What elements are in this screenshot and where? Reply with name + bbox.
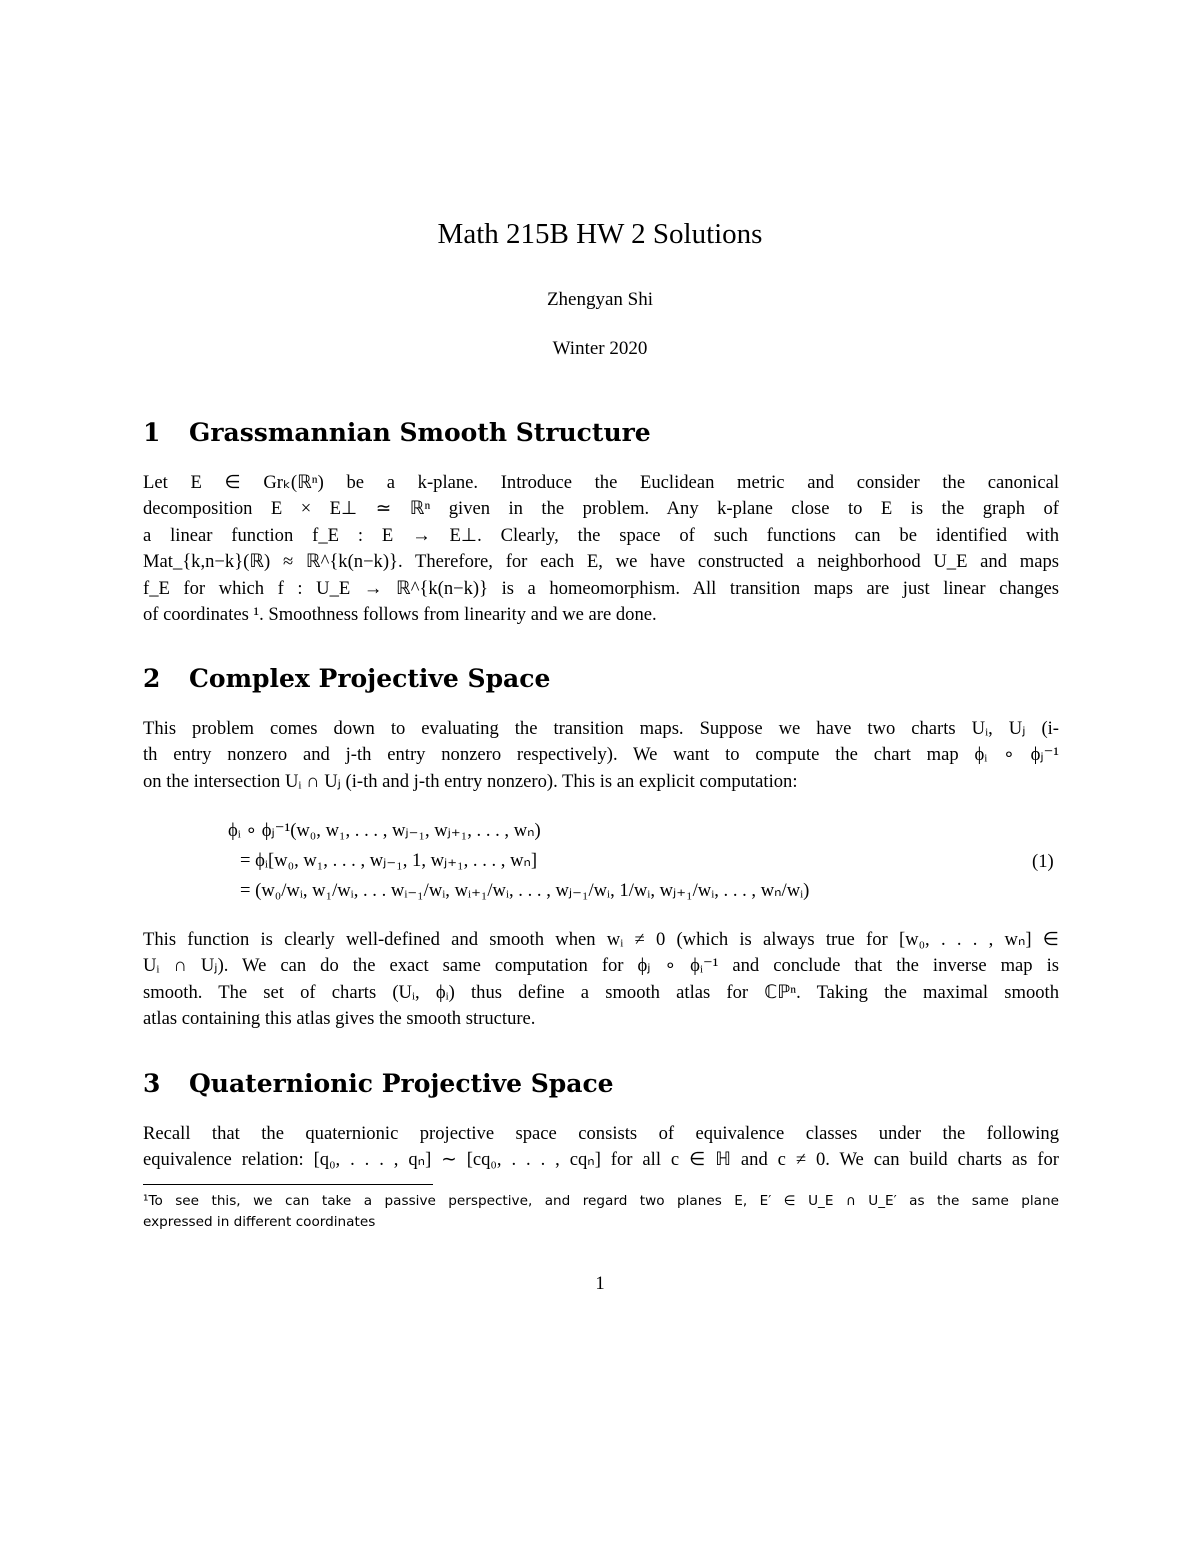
date: Winter 2020 <box>552 338 648 359</box>
footnote-rule <box>143 1184 433 1185</box>
text-line: Uᵢ ∩ Uⱼ). We can do the exact same computation for ϕⱼ ∘ ϕᵢ⁻¹ and conclude that the inverse map is <box>143 955 1059 977</box>
author-name: Zhengyan Shi <box>546 289 654 310</box>
footnote <box>143 1191 1059 1233</box>
text-line: a linear function f_E : E → E⊥. Clearly, the space of such functions can be identified with <box>143 524 1059 546</box>
equation-number: (1) <box>1032 851 1054 872</box>
text-line: This problem comes down to evaluating the transition maps. Suppose we have two charts Uᵢ, Uⱼ (i- <box>143 718 1059 739</box>
page-number: 1 <box>595 1273 605 1294</box>
section-1-body <box>143 470 1059 628</box>
paper-title: Math 215B HW 2 Solutions <box>437 218 763 250</box>
section-2-body <box>143 716 1059 795</box>
text-line: smooth. The set of charts (Uᵢ, ϕᵢ) thus define a smooth atlas for ℂℙⁿ. Taking the maximal smooth <box>143 981 1059 1003</box>
text-line: on the intersection Uᵢ ∩ Uⱼ (i-th and j-th entry nonzero). This is an explicit computation: <box>143 770 798 792</box>
section-number: 2 <box>143 664 161 693</box>
text-line: equivalence relation: [q₀, . . . , qₙ] ∼ [cq₀, . . . , cqₙ] for all c ∈ ℍ and c ≠ 0. We can build charts as for <box>143 1149 1059 1171</box>
equation-line: = ϕᵢ[w₀, w₁, . . . , wⱼ₋₁, 1, wⱼ₊₁, . . . , wₙ] <box>240 850 538 871</box>
equation-line: ϕᵢ ∘ ϕⱼ⁻¹(w₀, w₁, . . . , wⱼ₋₁, wⱼ₊₁, . . . , wₙ) <box>228 820 541 841</box>
section-1-heading <box>143 418 1063 447</box>
text-line: f_E for which f : U_E → ℝ^{k(n−k)} is a homeomorphism. All transition maps are just linear changes <box>143 577 1059 599</box>
text-line: of coordinates ¹. Smoothness follows from linearity and we are done. <box>143 604 657 626</box>
section-3-heading <box>143 1069 1063 1098</box>
section-3-body <box>143 1121 1059 1174</box>
footnote-line: ¹To see this, we can take a passive perspective, and regard two planes E, E′ ∈ U_E ∩ U_E′ as the same plane <box>143 1193 1059 1209</box>
text-line: th entry nonzero and j-th entry nonzero respectively). We want to compute the chart map ϕᵢ ∘ ϕⱼ⁻¹ <box>143 744 1059 766</box>
text-line: Mat_{k,n−k}(ℝ) ≈ ℝ^{k(n−k)}. Therefore, for each E, we have constructed a neighborhood U_E and maps <box>143 551 1059 573</box>
section-2-body-continued <box>143 927 1059 1033</box>
section-number: 1 <box>143 418 161 447</box>
equation-line: = (w₀/wᵢ, w₁/wᵢ, . . . wᵢ₋₁/wᵢ, wᵢ₊₁/wᵢ, . . . , wⱼ₋₁/wᵢ, 1/wᵢ, wⱼ₊₁/wᵢ, . . . , wₙ/wᵢ) <box>240 880 810 901</box>
section-2-heading <box>143 664 1063 693</box>
equation-block <box>228 816 809 906</box>
text-line: Let E ∈ Grₖ(ℝⁿ) be a k-plane. Introduce the Euclidean metric and consider the canonical <box>143 472 1059 493</box>
section-number: 3 <box>143 1069 161 1098</box>
text-line: This function is clearly well-defined and smooth when wᵢ ≠ 0 (which is always true for [w₀, . . . , wₙ] ∈ <box>143 929 1059 950</box>
footnote-line: expressed in different coordinates <box>143 1214 376 1230</box>
text-line: Recall that the quaternionic projective space consists of equivalence classes under the following <box>143 1123 1059 1144</box>
section-title: Complex Projective Space <box>189 664 551 693</box>
text-line: atlas containing this atlas gives the smooth structure. <box>143 1008 536 1030</box>
section-title: Grassmannian Smooth Structure <box>189 418 651 447</box>
section-title: Quaternionic Projective Space <box>189 1069 614 1098</box>
text-line: decomposition E × E⊥ ≃ ℝⁿ given in the problem. Any k-plane close to E is the graph of <box>143 498 1059 520</box>
